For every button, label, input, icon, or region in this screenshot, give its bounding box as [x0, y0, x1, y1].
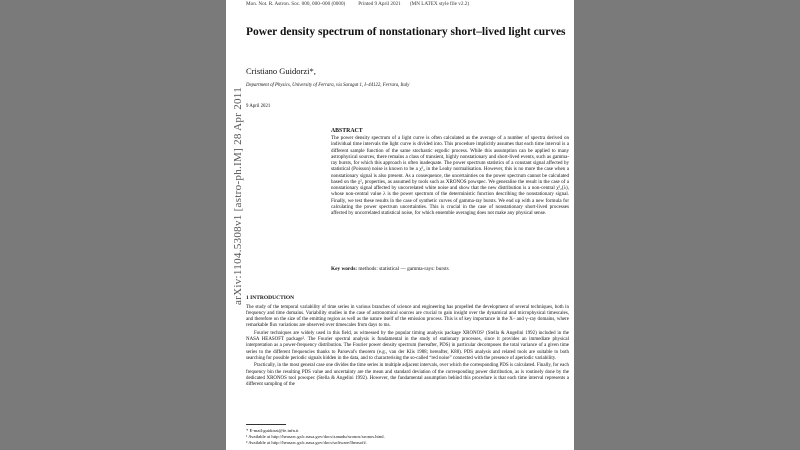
keywords: [331, 266, 569, 272]
paragraph: Practically, in the most general case one divides the time series in multiple adjacent intervals, over which the corresponding PDS is calculated. Finally, for each frequency bin the resulting PDS value and uncertainty are the mean and standard deviation of the corresponding power distribution, as is routinely done by the dedicated XRONOS tool powspec (Stella & Angelini 1992). However, the fundamental assumption behind this procedure is that each time interval represents a different sampling of the: [246, 363, 569, 387]
section-heading: 1 INTRODUCTION: [246, 295, 295, 301]
arxiv-stamp: arXiv:1104.5308v1 [astro-ph.IM] 28 Apr 2011: [232, 86, 244, 305]
paper-date: 9 April 2021: [246, 104, 271, 109]
footnote-1: ¹ Available at http://heasarc.gsfc.nasa.gov/docs/xanadu/xronos/xronos.html.: [246, 434, 385, 439]
printed-date: Printed 9 April 2021: [358, 1, 401, 7]
introduction-body: [246, 305, 569, 390]
paragraph: The study of the temporal variability of time series in various branches of science and engineering has propelled the development of several techniques, both in frequency and time domains. Variability studies in the case of astronomical sources are crucial to gain insight over the dynamical and microphysical timescales, and therefore on the size of the emitting region as well as the nature itself of the emission process. This is of key importance in the X– and γ–ray domains, where remarkable flux variations are observed over timescales from days to ms.: [246, 305, 569, 329]
journal-citation: Mon. Not. R. Astron. Soc. 000, 000–000 (0000): [246, 1, 346, 7]
footnote-2: ² Available at http://heasarc.gsfc.nasa.gov/docs/software/lheasoft/.: [246, 440, 368, 445]
footnotes: [246, 428, 569, 446]
affiliation: Department of Physics, University of Ferrara, via Saragat 1, I–44122, Ferrara, Italy: [246, 83, 410, 88]
footnote-email: * E-mail:guidorzi@fe.infn.it: [246, 428, 299, 433]
keywords-text: methods: statistical — gamma-rays: bursts: [358, 266, 449, 272]
abstract-text: The power density spectrum of a light curve is often calculated as the average of a number of spectra derived on individual time intervals the light curve is divided into. This procedure implicitly assumes that each time interval is a different sample function of the same stochastic ergodic process. While this assumption can be applied to many astrophysical sources, there remains a class of transient, highly nonstationary and short-lived events, such as gamma-ray bursts, for which this approach is often inadequate. The power spectrum statistics of a constant signal affected by statistical (Poisson) noise is known to be a χ²₂ in the Leahy normalisation. However, this is no more the case when a nonstationary signal is also present. As a consequence, the uncertainties on the power spectrum cannot be calculated based on the χ²₂ properties, as assumed by tools such as XRONOS powspec. We generalise the result in the case of a nonstationary signal affected by uncorrelated white noise and show that the new distribution is a non-central χ²₂(λ), whose non-central value λ is the power spectrum of the deterministic function describing the nonstationary signal. Finally, we test these results in the case of synthetic curves of gamma-ray bursts. We end up with a new formula for calculating the power spectrum uncertainties. This is crucial in the case of nonstationary short-lived processes affected by uncorrelated statistical noise, for which ensemble averaging does not make any physical sense.: [331, 135, 569, 216]
style-file: (MN LATEX style file v2.2): [409, 1, 470, 7]
paper-page: [226, 0, 574, 450]
paper-title: Power density spectrum of nonstationary short–lived light curves: [246, 26, 566, 38]
keywords-label: Key words:: [331, 266, 358, 272]
footnote-rule: [246, 424, 286, 425]
author: Cristiano Guidorzi*,: [246, 66, 316, 76]
paragraph: Fourier techniques are widely used in this field, as witnessed by the popular timing analysis package XRONOS¹ (Stella & Angelini 1992) included in the NASA HEASOFT package². The Fourier spectral analysis is fundamental in the study of stationary processes, since it provides an immediate physical interpretation as a power-frequency distribution. The Fourier power density spectrum (hereafter, PDS) in particular decomposes the total variance of a given time series to the different frequencies thanks to Parseval's theorem (e.g., van der Klis 1988; hereafter, K88). PDS analysis and related tools are suitable to both searching for possible periodic signals hidden in the data, and to characterising the so-called “red noise” connected with the presence of aperiodic variability.: [246, 331, 569, 361]
abstract-heading: ABSTRACT: [331, 128, 363, 134]
running-header: [246, 1, 469, 7]
